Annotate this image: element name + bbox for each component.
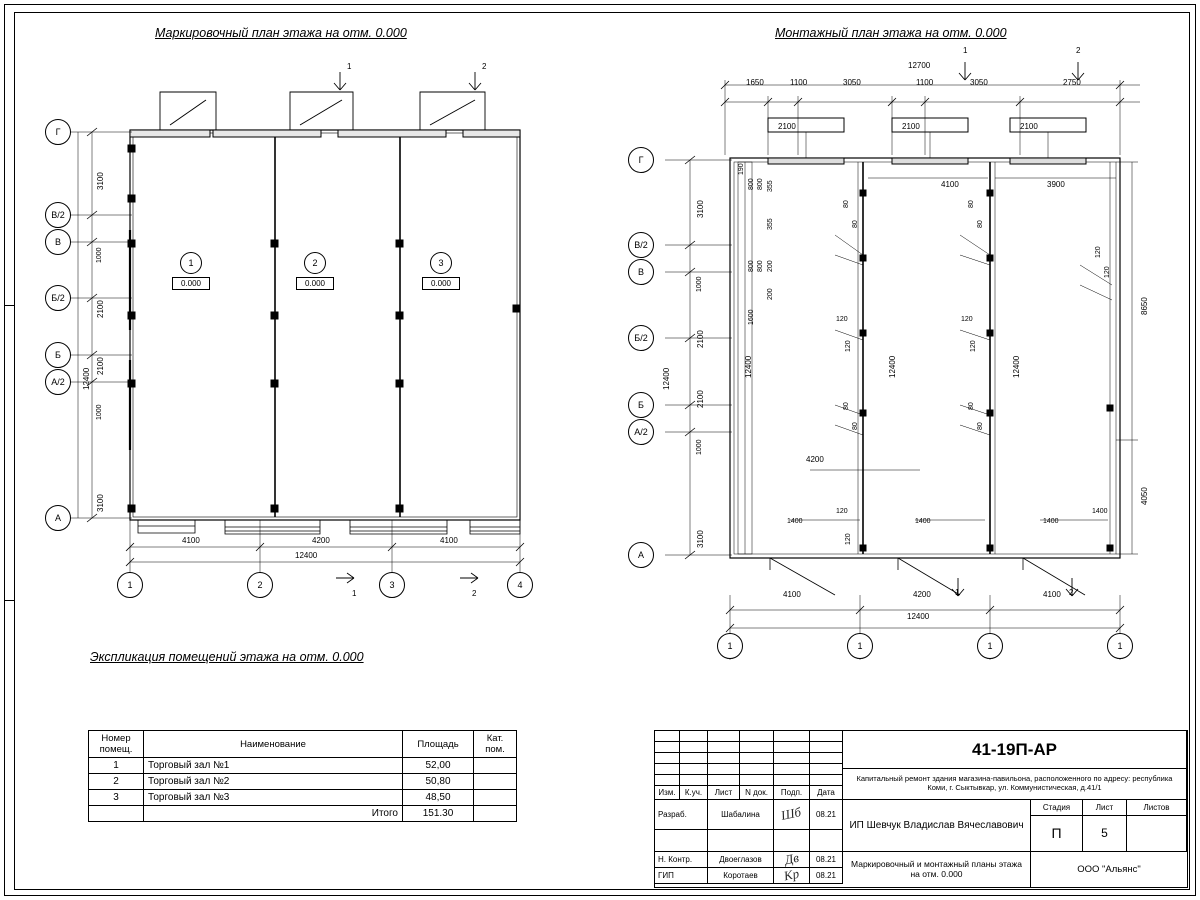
stamp-sign-nkontr: Дв [774,852,810,868]
stamp-row-blank [810,830,843,852]
stamp-sheets-label: Листов [1127,800,1187,816]
room-level-2: 0.000 [296,277,334,290]
axis-bubble-bottom-1: 1 [117,572,143,598]
rsdim-1400-c: 1400 [1043,518,1059,525]
stamp-grid-cell [774,775,810,786]
dim-v-2100-a: 2100 [96,300,105,318]
col-header-area: Площадь [403,731,474,758]
row-area: 48,50 [403,790,474,806]
rdim-12400-c: 12400 [1012,355,1021,378]
axis-bubble-right-v: В [628,259,654,285]
section-mark-1-top: 1 [347,62,352,71]
rsdim-1400-b: 1400 [915,518,931,525]
rdim-v-3100-a: 3100 [696,200,705,218]
rsdim-120-h: 120 [845,533,852,545]
rsdim-355-a: 355 [767,180,774,192]
dim-v-3100-b: 3100 [96,494,105,512]
axis-bubble-right-b: Б [628,392,654,418]
table-row [89,758,517,774]
rsdim-120-b: 120 [845,340,852,352]
rsdim-800-c: 800 [748,260,755,272]
stamp-name-gip: Коротаев [708,868,774,884]
dim-h-4100-a: 4100 [182,536,200,545]
stamp-date-nkontr: 08.21 [810,852,843,868]
row-name: Торговый зал №1 [144,758,403,774]
rdim-8650: 8650 [1140,297,1149,315]
rsdim-800-d: 800 [757,260,764,272]
row-area: 52,00 [403,758,474,774]
rdim-v-1000-a: 1000 [696,276,703,292]
stamp-grid-cell [810,753,843,764]
panel-label-2: 2100 [902,122,920,131]
stamp-grid-cell [708,742,740,753]
title-block [654,730,1188,888]
rdim-b-4100-a: 4100 [783,590,801,599]
stamp-customer: ИП Шевчук Владислав Вячеславович [843,800,1031,852]
rsdim-80-f: 80 [852,422,859,430]
dim-v-2100-b: 2100 [96,357,105,375]
stamp-grid-cell [680,731,708,742]
rdim-1650: 1650 [746,78,764,87]
stamp-grid-cell [655,753,680,764]
stamp-col-header-kuch: К.уч. [680,786,708,800]
rsdim-190: 190 [738,163,745,175]
rdim-3900-inner: 3900 [1047,180,1065,189]
left-plan-title: Маркировочный план этажа на отм. 0.000 [155,26,407,40]
stamp-col-header-podp: Подп. [774,786,810,800]
rsdim-200-a: 200 [767,260,774,272]
stamp-grid-cell [680,742,708,753]
rdim-b-4200: 4200 [913,590,931,599]
axis-bubble-left-b: Б [45,342,71,368]
rdim-v-2100-a: 2100 [696,330,705,348]
explication-title: Экспликация помещений этажа на отм. 0.000 [90,650,364,664]
rdim-4100-inner: 4100 [941,180,959,189]
stamp-role-razrab: Разраб. [655,800,708,830]
total-label: Итого [144,806,403,822]
stamp-grid-cell [810,731,843,742]
rdim-3050-b: 3050 [970,78,988,87]
stamp-grid-cell [680,764,708,775]
rdim-v-1000-b: 1000 [696,439,703,455]
axis-bubble-right-v2: В/2 [628,232,654,258]
row-num: 3 [89,790,144,806]
rdim-2750: 2750 [1063,78,1081,87]
rdim-4200-inner: 4200 [806,455,824,464]
right-section-mark-2-top: 2 [1076,46,1081,55]
total-cat [474,806,517,822]
row-num: 2 [89,774,144,790]
rdim-v-3100-b: 3100 [696,530,705,548]
right-plan-graphics [620,50,1140,700]
stamp-sheets-value [1127,816,1187,852]
rsdim-80-g: 80 [968,402,975,410]
stamp-object-description: Капитальный ремонт здания магазина-павильона, расположенного по адресу: республика Коми, г. Сыктывкар, ул. Коммунистическая, д.41/1 [843,769,1187,800]
row-cat [474,790,517,806]
row-cat [474,758,517,774]
room-marker-1: 1 [180,252,202,274]
stamp-grid-cell [740,775,774,786]
stamp-grid-cell [810,764,843,775]
stamp-col-header-list: Лист [708,786,740,800]
stamp-date-razrab: 08.21 [810,800,843,830]
stamp-sign-razrab: Шб [774,800,810,830]
axis-bubble-left-v: В [45,229,71,255]
rsdim-80-d: 80 [977,220,984,228]
row-cat [474,774,517,790]
explication-table [88,730,517,822]
table-row [89,790,517,806]
stamp-name-razrab: Шабалина [708,800,774,830]
dim-h-total: 12400 [295,551,318,560]
rsdim-120-i: 1400 [1092,508,1108,515]
stamp-grid-cell [708,764,740,775]
axis-bubble-left-a2: А/2 [45,369,71,395]
rdim-b-4100-b: 4100 [1043,590,1061,599]
stamp-stage-value: П [1031,816,1083,852]
right-section-mark-2-bottom: 2 [1069,588,1074,597]
axis-bubble-right-bottom-2: 1 [847,633,873,659]
axis-bubble-bottom-3: 3 [379,572,405,598]
sheet-edge-tick [4,305,14,306]
rdim-v-2100-b: 2100 [696,390,705,408]
table-total-row [89,806,517,822]
dim-v-1000-b: 1000 [96,404,103,420]
rsdim-800-a: 800 [748,178,755,190]
section-mark-1-bottom: 1 [352,589,357,598]
panel-label-3: 2100 [1020,122,1038,131]
stamp-name-nkontr: Двоеглазов [708,852,774,868]
col-header-cat: Кат. пом. [474,731,517,758]
total-blank [89,806,144,822]
stamp-grid-cell [810,742,843,753]
rdim-3050-a: 3050 [843,78,861,87]
rsdim-1600: 1600 [748,309,755,325]
row-name: Торговый зал №2 [144,774,403,790]
axis-bubble-right-a2: А/2 [628,419,654,445]
col-header-name: Наименование [144,731,403,758]
rsdim-120-d: 120 [970,340,977,352]
rsdim-80-c: 80 [968,200,975,208]
stamp-row-blank [708,830,774,852]
rdim-12400-a: 12400 [744,355,753,378]
stamp-grid-cell [740,764,774,775]
dim-v-1000-a: 1000 [96,247,103,263]
stamp-grid-cell [810,775,843,786]
stamp-grid-cell [740,742,774,753]
rsdim-120-g: 120 [836,508,848,515]
stamp-drawing-code: 41-19П-АР [843,731,1187,769]
room-level-1: 0.000 [172,277,210,290]
stamp-grid-cell [740,731,774,742]
stamp-sign-gip: Кр [774,868,810,884]
dim-v-3100-a: 3100 [96,172,105,190]
sheet-edge-tick [4,600,14,601]
rsdim-80-b: 80 [852,220,859,228]
row-name: Торговый зал №3 [144,790,403,806]
rsdim-80-e: 80 [843,402,850,410]
dim-h-4200: 4200 [312,536,330,545]
total-value: 151.30 [403,806,474,822]
axis-bubble-right-bottom-4: 1 [1107,633,1133,659]
stamp-grid-cell [774,753,810,764]
rsdim-120-e: 120 [1095,246,1102,258]
left-plan-graphics [20,50,640,630]
stamp-sheet-label: Лист [1083,800,1127,816]
stamp-grid-cell [680,775,708,786]
stamp-drawing-name: Маркировочный и монтажный планы этажа на отм. 0.000 [843,852,1031,888]
axis-bubble-right-bottom-1: 1 [717,633,743,659]
rsdim-120-c: 120 [961,316,973,323]
rsdim-80-a: 80 [843,200,850,208]
dim-v-total: 12400 [82,367,91,390]
stamp-role-nkontr: Н. Контр. [655,852,708,868]
axis-bubble-left-b2: Б/2 [45,285,71,311]
stamp-grid-cell [655,764,680,775]
rdim-1100-b: 1100 [916,78,934,87]
axis-bubble-right-a: А [628,542,654,568]
axis-bubble-right-b2: Б/2 [628,325,654,351]
section-mark-2-bottom: 2 [472,589,477,598]
stamp-role-gip: ГИП [655,868,708,884]
rdim-12400-b: 12400 [888,355,897,378]
col-header-num: Номер помещ. [89,731,144,758]
rsdim-200-b: 200 [767,288,774,300]
stamp-row-blank [655,830,708,852]
rdim-4050: 4050 [1140,487,1149,505]
rsdim-355-b: 355 [767,218,774,230]
rdim-b-total: 12400 [907,612,930,621]
room-level-3: 0.000 [422,277,460,290]
right-plan-title: Монтажный план этажа на отм. 0.000 [775,26,1007,40]
stamp-grid-cell [774,731,810,742]
row-area: 50,80 [403,774,474,790]
dim-h-4100-b: 4100 [440,536,458,545]
room-marker-2: 2 [304,252,326,274]
rsdim-1400-a: 1400 [787,518,803,525]
stamp-grid-cell [708,753,740,764]
table-row [89,774,517,790]
stamp-date-gip: 08.21 [810,868,843,884]
stamp-col-header-ndok: N док. [740,786,774,800]
rdim-total-top: 12700 [908,61,931,70]
rsdim-80-h: 80 [977,422,984,430]
table-header-row [89,731,517,758]
stamp-row-blank [774,830,810,852]
rsdim-120-f: 120 [1104,266,1111,278]
rdim-1100-a: 1100 [790,78,808,87]
stamp-col-header-data: Дата [810,786,843,800]
stamp-grid-cell [774,742,810,753]
rsdim-800-b: 800 [757,178,764,190]
row-num: 1 [89,758,144,774]
stamp-grid-cell [708,731,740,742]
stamp-grid-cell [655,775,680,786]
stamp-grid-cell [740,753,774,764]
axis-bubble-right-g: Г [628,147,654,173]
stamp-grid-cell [655,742,680,753]
stamp-grid-cell [774,764,810,775]
stamp-grid-cell [655,731,680,742]
stamp-company: ООО "Альянс" [1077,863,1141,875]
rsdim-120-a: 120 [836,316,848,323]
axis-bubble-right-bottom-3: 1 [977,633,1003,659]
room-marker-3: 3 [430,252,452,274]
axis-bubble-left-a: А [45,505,71,531]
axis-bubble-left-g: Г [45,119,71,145]
stamp-grid-cell [708,775,740,786]
axis-bubble-bottom-4: 4 [507,572,533,598]
right-section-mark-1-bottom: 1 [955,588,960,597]
stamp-stage-label: Стадия [1031,800,1083,816]
axis-bubble-left-v2: В/2 [45,202,71,228]
stamp-grid-cell [680,753,708,764]
axis-bubble-bottom-2: 2 [247,572,273,598]
stamp-col-header-izm: Изм. [655,786,680,800]
section-mark-2-top: 2 [482,62,487,71]
stamp-sheet-value: 5 [1083,816,1127,852]
right-section-mark-1-top: 1 [963,46,968,55]
rdim-v-total: 12400 [662,367,671,390]
panel-label-1: 2100 [778,122,796,131]
